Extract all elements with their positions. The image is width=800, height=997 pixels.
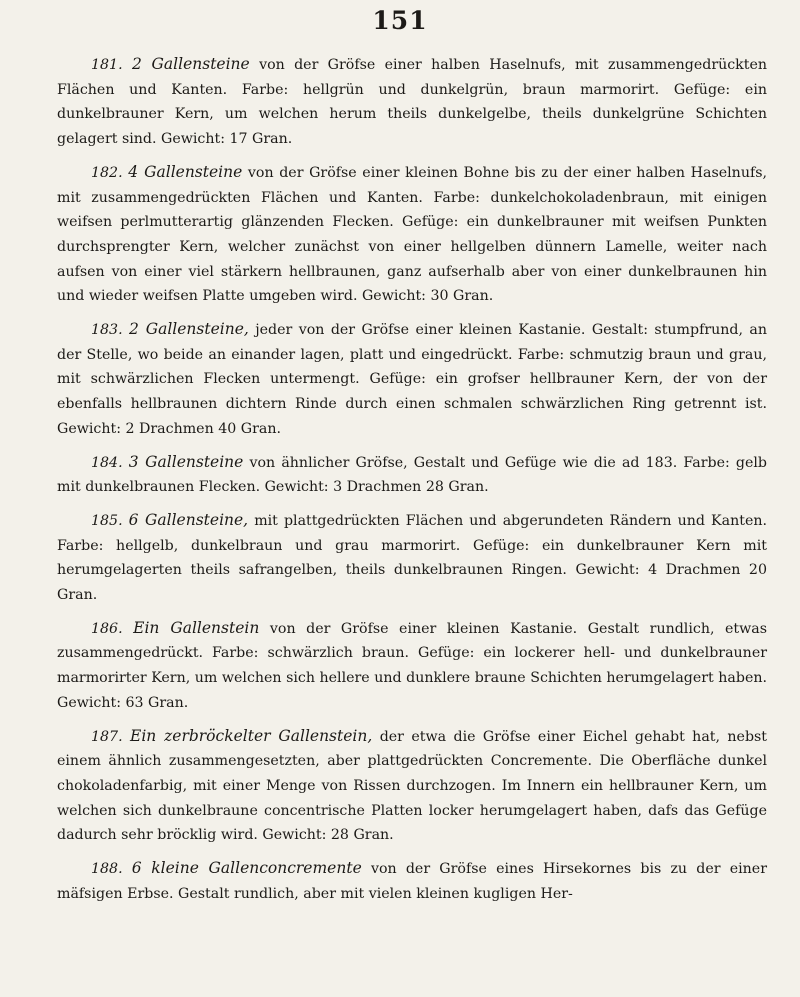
- entry-text: mit plattgedrückten Flächen und abgerundeten Rändern und Kanten. Farbe: hellgelb, dunkelbraun und grau marmorirt. Gefüge: ein dunkelbrauner Kern mit herumgelagerten theils safrangelben, theils dunkelbraunen Ringen. Gewicht: 4 Drachmen 20 Gran.: [57, 512, 767, 604]
- entry-number: 182.: [91, 164, 123, 181]
- entry-number: 187.: [91, 728, 123, 745]
- entry-title: Ein Gallenstein: [133, 618, 260, 637]
- entry-text: von der Gröfse einer halben Haselnufs, mit zusammengedrückten Flächen und Kanten. Farbe: hellgrün und dunkelgrün, braun marmorirt. Gefüge: ein dunkelbrauner Kern, um welchen herum theils dunkelgelbe, theils dunkelgrüne Schichten gelagert sind. Gewicht: 17 Gran.: [57, 57, 768, 148]
- entry-number: 186.: [91, 620, 123, 637]
- catalogue-entry-181: [57, 52, 767, 152]
- entry-number: 181.: [91, 57, 123, 73]
- entry-text: jeder von der Gröfse einer kleinen Kastanie. Gestalt: stumpfrund, an der Stelle, wo beide an einander lagen, platt und eingedrückt. Farbe: schmutzig braun und grau, mit schwärzlichen Flecken untermengt. Gefüge: ein grofser hellbrauner Kern, der von der ebenfalls hellbraunen dichtern Rinde durch einen schmalen schwärzlichen Ring getrennt ist. Gewicht: 2 Drachmen 40 Gran.: [57, 322, 767, 437]
- entry-text: von der Gröfse eines Hirsekornes bis zu der einer mäfsigen Erbse. Gestalt rundlich, aber mit vielen kleinen kugligen Her-: [57, 861, 767, 902]
- entry-text: von ähnlicher Gröfse, Gestalt und Gefüge wie die ad 183. Farbe: gelb mit dunkelbraunen Flecken. Gewicht: 3 Drachmen 28 Gran.: [57, 454, 768, 496]
- entry-title: 2 Gallensteine,: [129, 320, 249, 339]
- catalogue-entry-185: [57, 508, 767, 608]
- entry-title: 6 kleine Gallenconcremente: [131, 859, 362, 878]
- catalogue-entry-182: [57, 160, 767, 309]
- catalogue-entry-183: [57, 317, 767, 442]
- catalogue-entries: [57, 52, 767, 915]
- entry-number: 188.: [91, 861, 123, 878]
- entry-number: 185.: [91, 512, 123, 529]
- entry-number: 184.: [91, 454, 123, 471]
- entry-text: der etwa die Gröfse einer Eichel gehabt hat, nebst einem ähnlich zusammengesetzten, aber plattgedrückten Concremente. Die Oberfläche dunkel chokoladenfarbig, mit einer Menge von Rissen durchzogen. Im Innern ein hellbrauner Kern, um welchen sich dunkelbraune concentrische Platten locker herumgelagert haben, dafs das Gefüge dadurch sehr bröcklig wird. Gewicht: 28 Gran.: [57, 728, 768, 844]
- catalogue-entry-188: [57, 856, 767, 906]
- entry-text: von der Gröfse einer kleinen Bohne bis zu der einer halben Haselnufs, mit zusammengedrückten Flächen und Kanten. Farbe: dunkelchokoladenbraun, mit einigen weifsen perlmutterartig glänzenden Flecken. Gefüge: ein dunkelbrauner mit weifsen Punkten durchsprengter Kern, welcher zunächst von einer hellgelben dünnern Lamelle, weiter nach aufsen von einer viel stärkern hellbraunen, ganz aufserhalb aber von einer dunkelbraunen hin und wieder weifsen Platte umgeben wird. Gewicht: 30 Gran.: [57, 164, 768, 305]
- entry-text: von der Gröfse einer kleinen Kastanie. Gestalt rundlich, etwas zusammengedrückt. Farbe: schwärzlich braun. Gefüge: ein lockerer hell- und dunkelbrauner marmorirter Kern, um welchen sich hellere und dunklere braune Schichten herumgelagert haben. Gewicht: 63 Gran.: [57, 620, 767, 711]
- entry-title: Ein zerbröckelter Gallenstein,: [130, 726, 373, 745]
- page-number: 151: [372, 6, 428, 35]
- entry-title: 4 Gallensteine: [128, 162, 243, 181]
- catalogue-entry-187: [57, 724, 767, 849]
- entry-number: 183.: [91, 322, 123, 339]
- entry-title: 6 Gallensteine,: [128, 510, 249, 529]
- entry-title: 2 Gallensteine: [131, 55, 250, 73]
- entry-title: 3 Gallensteine: [128, 452, 244, 471]
- catalogue-entry-184: [57, 450, 767, 500]
- catalogue-entry-186: [57, 616, 767, 716]
